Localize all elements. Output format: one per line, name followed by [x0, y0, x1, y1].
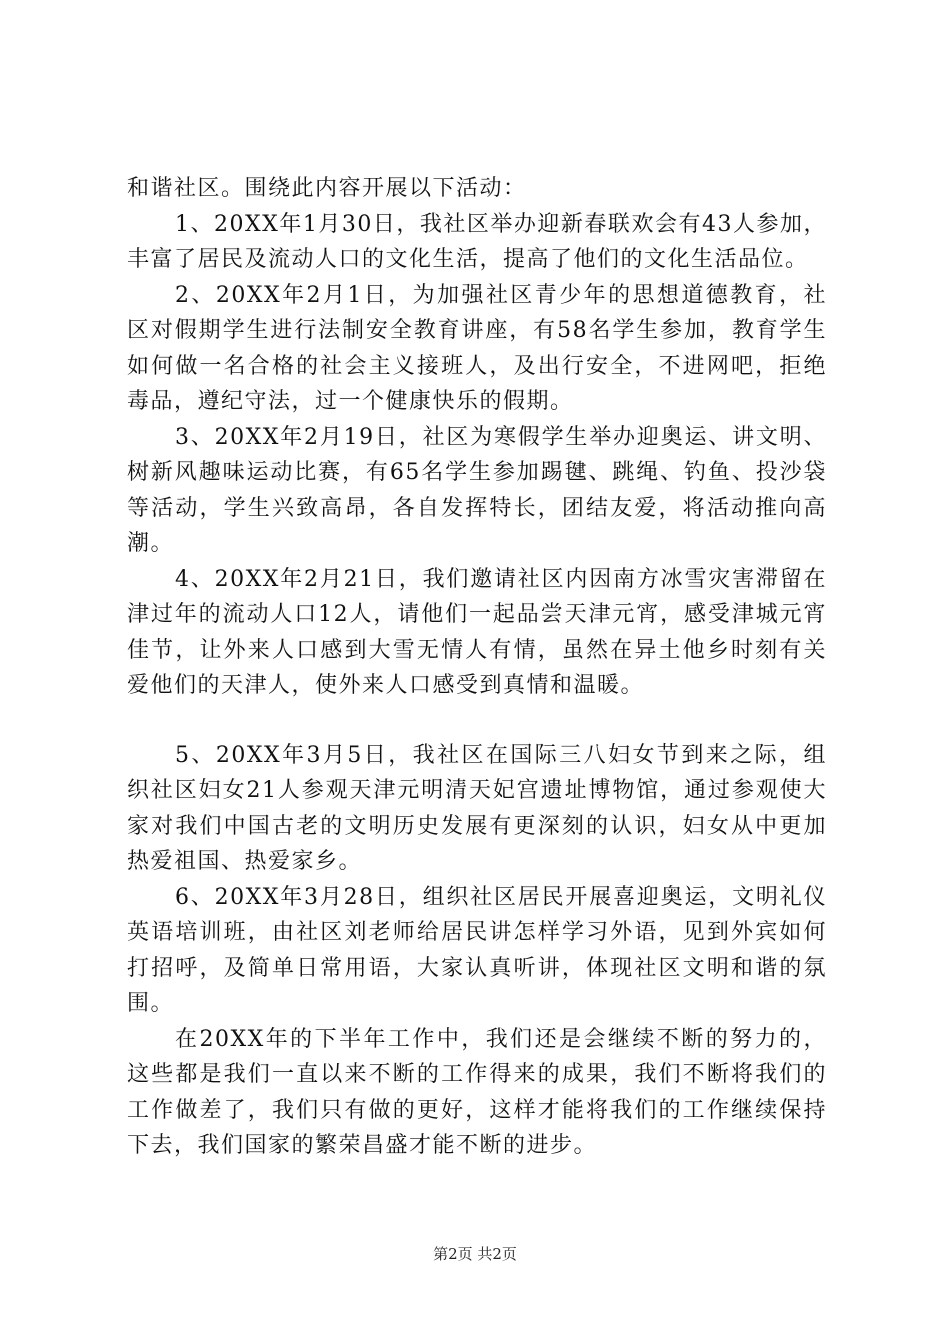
paragraph-item-4: 4、20XX年2月21日，我们邀请社区内因南方冰雪灾害滞留在津过年的流动人口12人，请他们一起品尝天津元宵，感受津城元宵佳节，让外来人口感到大雪无情人有情，虽然在异土他乡时刻有关爱他们的天津人，使外来人口感受到真情和温暖。: [127, 566, 827, 698]
paragraph-item-3: 3、20XX年2月19日，社区为寒假学生举办迎奥运、讲文明、树新风趣味运动比赛，有65名学生参加踢毽、跳绳、钓鱼、投沙袋等活动，学生兴致高昂，各自发挥特长，团结友爱，将活动推向高潮。: [127, 424, 827, 556]
paragraph-item-2: 2、20XX年2月1日，为加强社区青少年的思想道德教育，社区对假期学生进行法制安全教育讲座，有58名学生参加，教育学生如何做一名合格的社会主义接班人，及出行安全，不进网吧，拒绝毒品，遵纪守法，过一个健康快乐的假期。: [127, 282, 827, 414]
paragraph-item-5: 5、20XX年3月5日，我社区在国际三八妇女节到来之际，组织社区妇女21人参观天津元明清天妃宫遗址博物馆，通过参观使大家对我们中国古老的文明历史发展有更深刻的认识，妇女从中更加热爱祖国、热爱家乡。: [127, 742, 827, 874]
page-number-footer: 第2页 共2页: [433, 1245, 517, 1263]
paragraph-spacer: [127, 704, 827, 738]
paragraph-item-1: 1、20XX年1月30日，我社区举办迎新春联欢会有43人参加，丰富了居民及流动人口的文化生活，提高了他们的文化生活品位。: [127, 211, 827, 272]
document-body: [127, 171, 827, 1164]
paragraph-conclusion: 在20XX年的下半年工作中，我们还是会继续不断的努力的，这些都是我们一直以来不断的工作得来的成果，我们不断将我们的工作做差了，我们只有做的更好，这样才能将我们的工作继续保持下去，我们国家的繁荣昌盛才能不断的进步。: [127, 1026, 827, 1158]
paragraph-intro: 和谐社区。围绕此内容开展以下活动：: [127, 176, 527, 201]
paragraph-item-6: 6、20XX年3月28日，组织社区居民开展喜迎奥运，文明礼仪英语培训班，由社区刘老师给居民讲怎样学习外语，见到外宾如何打招呼，及简单日常用语，大家认真听讲，体现社区文明和谐的氛围。: [127, 884, 827, 1016]
